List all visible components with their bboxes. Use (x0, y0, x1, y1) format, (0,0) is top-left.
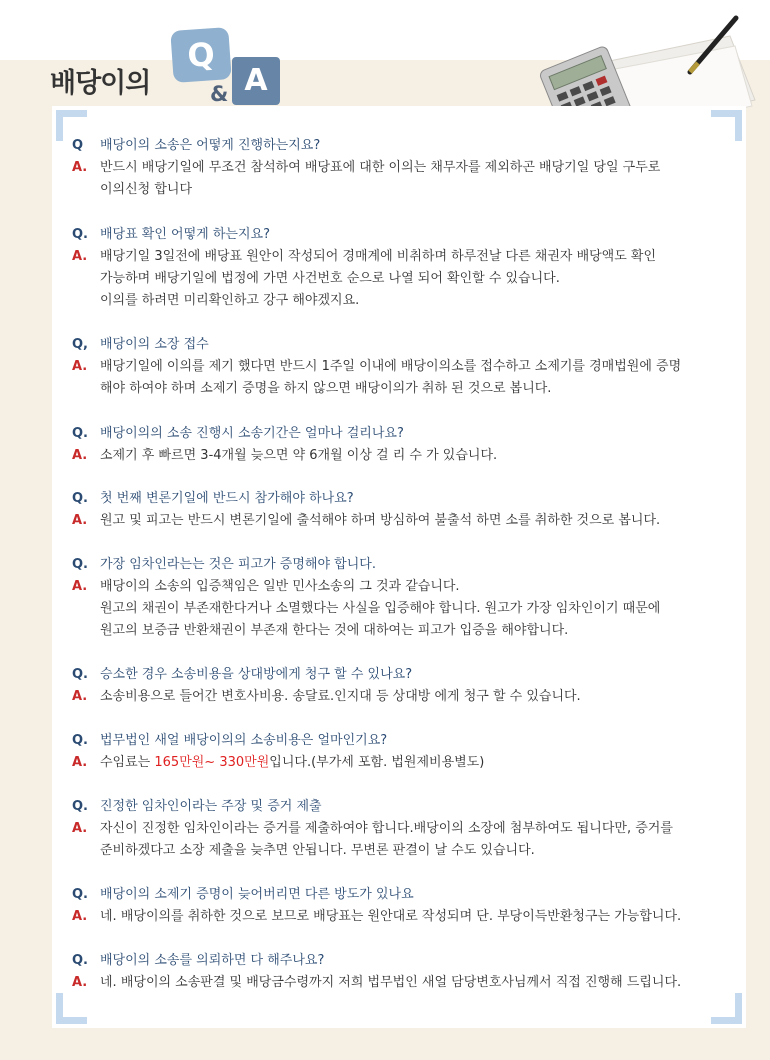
answer-mark: A. (72, 448, 88, 463)
question-mark: Q, (72, 337, 88, 352)
question-text: 첫 번째 변론기일에 반드시 참가해야 하나요? (100, 491, 354, 506)
question-mark: Q. (72, 426, 88, 441)
answer-text: 배당기일 3일전에 배당표 원안이 작성되어 경매계에 비취하며 하루전날 다른 채권자 배당액도 확인 가능하며 배당기일에 법정에 가면 사건번호 순으로 나열 되어 확인할 수 있습니다. 이의를 하려면 미리확인하고 강구 해야겠지요. (100, 249, 657, 308)
qa-item (72, 664, 728, 708)
answer-mark: A. (72, 689, 88, 704)
question-mark: Q (72, 138, 84, 153)
answer-text: 자신이 진정한 임차인이라는 증거를 제출하여야 합니다.배당이의 소장에 첨부하여도 됩니다만, 증거를 준비하겠다고 소장 제출을 늦추면 안됩니다. 무변론 판결이 날 수도 있습니다. (100, 821, 673, 858)
question-text: 법무법인 새얼 배당이의의 소송비용은 얼마인기요? (100, 733, 388, 748)
answer-mark: A. (72, 975, 88, 990)
qa-item (72, 730, 728, 774)
question-text: 배당이의의 소송 진행시 소송기간은 얼마나 걸리나요? (100, 426, 404, 441)
question-text: 승소한 경우 소송비용을 상대방에게 청구 할 수 있나요? (100, 667, 413, 682)
answer-text: 반드시 배당기일에 무조건 참석하여 배당표에 대한 이의는 채무자를 제외하곤 배당기일 당일 구두로 이의신청 합니다 (100, 160, 661, 197)
corner-bracket (56, 993, 87, 1024)
answer-text: 네. 배당이의를 취하한 것으로 보므로 배당표는 원안대로 작성되며 단. 부당이득반환청구는 가능합니다. (100, 909, 682, 924)
question-mark: Q. (72, 491, 88, 506)
question-mark: Q. (72, 667, 88, 682)
qa-item (72, 884, 728, 928)
answer-text: 소제기 후 빠르면 3-4개월 늦으면 약 6개월 이상 걸 리 수 가 있습니다. (100, 448, 498, 463)
question-mark: Q. (72, 557, 88, 572)
ampersand-badge: & (210, 82, 229, 106)
answer-mark: A. (72, 579, 88, 594)
answer-text: 네. 배당이의 소송판결 및 배당금수령까지 저희 법무법인 새얼 담당변호사님께서 직접 진행해 드립니다. (100, 975, 682, 990)
question-text: 배당이의 소송은 어떻게 진행하는지요? (100, 138, 321, 153)
corner-bracket (711, 993, 742, 1024)
question-text: 진정한 임차인이라는 주장 및 증거 제출 (100, 799, 322, 814)
question-mark: Q. (72, 799, 88, 814)
qa-panel (52, 106, 746, 1028)
question-mark: Q. (72, 887, 88, 902)
answer-text: 배당기일에 이의를 제기 했다면 반드시 1주일 이내에 배당이의소를 접수하고 소제기를 경매법원에 증명 해야 하여야 하며 소제기 증명을 하지 않으면 배당이의가 취하 된 것으로 봅니다. (100, 359, 682, 396)
qa-item (72, 796, 728, 862)
page-title: 배당이의 (50, 68, 151, 99)
answer-text: 원고 및 피고는 반드시 변론기일에 출석해야 하며 방심하여 불출석 하면 소를 취하한 것으로 봅니다. (100, 513, 661, 528)
fee-highlight: 165만원~ 330만원 (154, 755, 270, 770)
answer-mark: A. (72, 821, 88, 836)
question-text: 배당이의 소제기 증명이 늦어버리면 다른 방도가 있나요 (100, 887, 414, 902)
answer-text: 소송비용으로 들어간 변호사비용. 송달료.인지대 등 상대방 에게 청구 할 수 있습니다. (100, 689, 581, 704)
question-mark: Q. (72, 733, 88, 748)
question-text: 배당이의 소송를 의뢰하면 다 해주나요? (100, 953, 325, 968)
answer-mark: A. (72, 359, 88, 374)
qa-item (72, 334, 728, 400)
qa-item (72, 135, 728, 201)
question-text: 배당표 확인 어떻게 하는지요? (100, 227, 270, 242)
answer-mark: A. (72, 909, 88, 924)
question-mark: Q. (72, 953, 88, 968)
answer-text: 배당이의 소송의 입증책임은 일반 민사소송의 그 것과 같습니다. 원고의 채권이 부존재한다거나 소멸했다는 사실을 입증해야 합니다. 원고가 가장 임차인이기 때문에 원고의 보증금 반환채권이 부존재 한다는 것에 대하여는 피고가 입증을 해야합니다. (100, 579, 661, 638)
a-badge: A (232, 57, 280, 105)
qa-item (72, 224, 728, 312)
question-text: 배당이의 소장 접수 (100, 337, 209, 352)
answer-mark: A. (72, 513, 88, 528)
answer-text: 수임료는 165만원~ 330만원입니다.(부가세 포함. 법원제비용별도) (100, 755, 485, 770)
qa-item (72, 423, 728, 467)
q-badge: Q (170, 27, 231, 83)
answer-mark: A. (72, 160, 88, 175)
answer-mark: A. (72, 249, 88, 264)
question-mark: Q. (72, 227, 88, 242)
qa-item (72, 950, 728, 994)
qa-item (72, 488, 728, 532)
question-text: 가장 임차인라는는 것은 피고가 증명해야 합니다. (100, 557, 376, 572)
answer-mark: A. (72, 755, 88, 770)
qa-item (72, 554, 728, 642)
